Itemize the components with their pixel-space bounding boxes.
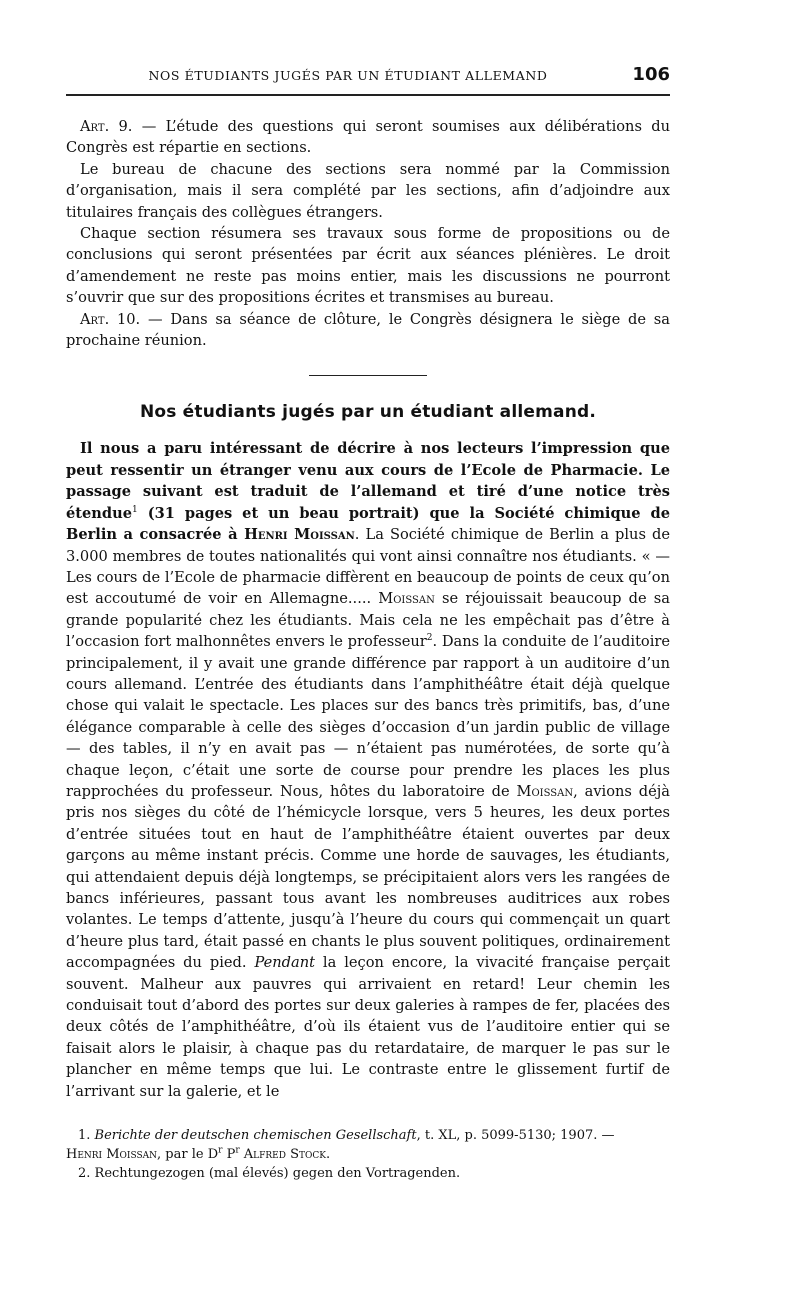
footnote-1 bbox=[66, 1126, 670, 1145]
footnote-1-continued bbox=[66, 1145, 670, 1164]
article-10-text: — Dans sa séance de clôture, le Congrès désignera le siège de sa prochaine réunion. bbox=[66, 310, 670, 350]
footnote-1-dr-sup: r bbox=[218, 1145, 223, 1156]
name-moissan-1: Moissan bbox=[378, 590, 435, 608]
main-text-4: se réjouissait beaucoup de sa grande popularité chez les étudiants. Mais cela ne les empêchait pas d’être à l’occasion fort malhonnêtes envers le professeur bbox=[66, 590, 670, 651]
main-paragraph bbox=[66, 438, 670, 1102]
footnotes bbox=[66, 1126, 670, 1183]
main-text-1: Il nous a paru intéressant de décrire à nos lecteurs l’impression que peut ressentir un étranger venu aux cours de l’Ecole de Pharmacie. Le passage suivant est traduit de l’allemand et tiré d’une notice très étendue bbox=[66, 440, 670, 522]
footnote-1-pr-sup: r bbox=[235, 1145, 240, 1156]
header-rule bbox=[66, 94, 670, 96]
name-henri-moissan: Henri Moissan bbox=[244, 526, 355, 544]
footnote-1-number: 1. bbox=[78, 1128, 95, 1143]
page-header bbox=[66, 64, 670, 88]
name-moissan-2: Moissan bbox=[516, 782, 574, 800]
running-title: NOS ÉTUDIANTS JUGÉS PAR UN ÉTUDIANT ALLEMAND bbox=[148, 68, 548, 83]
main-text-6: , avions déjà pris nos sièges du côté de l’hémicycle lorsque, vers 5 heures, les deux portes d’entrée situées tout en haut de l’amphithéâtre étaient ouvertes par deux garçons au même instant précis. Comme une horde de sauvages, les étudiants, qui attendaient depuis déjà longtemps, se précipitaient alors vers les rangées de bancs inférieures, passant tous avant les nombreuses auditrices aux robes volantes. Le temps d’attente, jusqu’à l’heure du cours qui commençait un quart d’heure plus tard, était passé en chants le plus souvent politiques, ordinairement accompagnées du pied. bbox=[66, 782, 670, 972]
section-title: Nos étudiants jugés par un étudiant allemand. bbox=[139, 402, 597, 423]
footnote-1-par: , par le D bbox=[157, 1147, 219, 1162]
footnote-1-title: Berichte der deutschen chemischen Gesellschaft bbox=[94, 1128, 417, 1143]
word-pendant: Pendant bbox=[254, 954, 315, 972]
article-9-text: — L’étude des questions qui seront soumises aux délibérations du Congrès est répartie en sections. bbox=[66, 118, 670, 157]
footnote-1-end: . bbox=[326, 1147, 331, 1162]
main-text-7: la leçon encore, la vivacité française perçait souvent. Malheur aux pauvres qui arrivaient en retard! Leur chemin les conduisait tout d’abord des portes sur deux galeries à rampes de fer, placées des deux côtés de l’amphithéâtre, d’où ils étaient vus de l’auditoire entier qui se faisait alors le plaisir, à chaque pas du retardataire, de marquer le pas sur le plancher en même temps que lui. Le contraste entre le glissement furtif de l’arrivant sur la galerie, et le bbox=[66, 954, 670, 1100]
article-9-label: Art. 9. bbox=[80, 118, 133, 135]
article-10-label: Art. 10. bbox=[80, 310, 141, 328]
page-number: 106 bbox=[632, 64, 670, 85]
footnote-1-ref: , t. XL, p. 5099-5130; 1907. — bbox=[416, 1128, 615, 1143]
section-separator bbox=[309, 375, 427, 376]
body-text bbox=[66, 116, 670, 1102]
footnote-ref-1: 1 bbox=[132, 504, 138, 515]
footnote-1-author: Alfred Stock bbox=[243, 1147, 326, 1162]
paragraph-bureau: Le bureau de chacune des sections sera nommé par la Commission d’organisation, mais il sera complété par les sections, afin d’adjoindre aux titulaires français des collègues étrangers. bbox=[66, 160, 670, 221]
main-text-3: . La Société chimique de Berlin a plus de 3.000 membres de toutes nationalités qui vont ainsi connaître nos étudiants. « — Les cours de l’Ecole de pharmacie diffèrent en beaucoup de points de ceux qu’on est accoutumé de voir en Allemagne..... bbox=[66, 526, 670, 608]
footnote-ref-2: 2 bbox=[426, 633, 433, 644]
article-9 bbox=[66, 116, 670, 159]
main-text-2: (31 pages et un beau portrait) que la Société chimique de Berlin a consacrée à bbox=[66, 504, 670, 544]
footnote-1-name: Henri Moissan bbox=[66, 1147, 158, 1162]
footnote-2: 2. Rechtungezogen (mal élevés) gegen den Vortragenden. bbox=[78, 1166, 461, 1181]
paragraph-sections: Chaque section résumera ses travaux sous forme de propositions ou de conclusions qui seront présentées par écrit aux séances plénières. Le droit d’amendement ne reste pas moins entier, mais les discussions ne pourront s’ouvrir que sur des propositions écrites et transmises au bureau. bbox=[66, 225, 670, 307]
article-10 bbox=[66, 309, 670, 352]
main-text-5: . Dans la conduite de l’auditoire principalement, il y avait une grande différence par rapport à un auditoire d’un cours allemand. L’entrée des étudiants dans l’amphithéâtre était déjà quelque chose qui valait le spectacle. Les places sur des bancs très primitifs, bas, d’une élégance comparable à celle des sièges d’occasion d’un jardin public de village — des tables, il n’y en avait pas — n’étaient pas numérotées, de sorte qu’à chaque leçon, c’était une sorte de course pour prendre les places les plus rapprochées du professeur. Nous, hôtes du laboratoire de bbox=[66, 633, 670, 800]
footnote-1-p: P bbox=[222, 1147, 236, 1162]
